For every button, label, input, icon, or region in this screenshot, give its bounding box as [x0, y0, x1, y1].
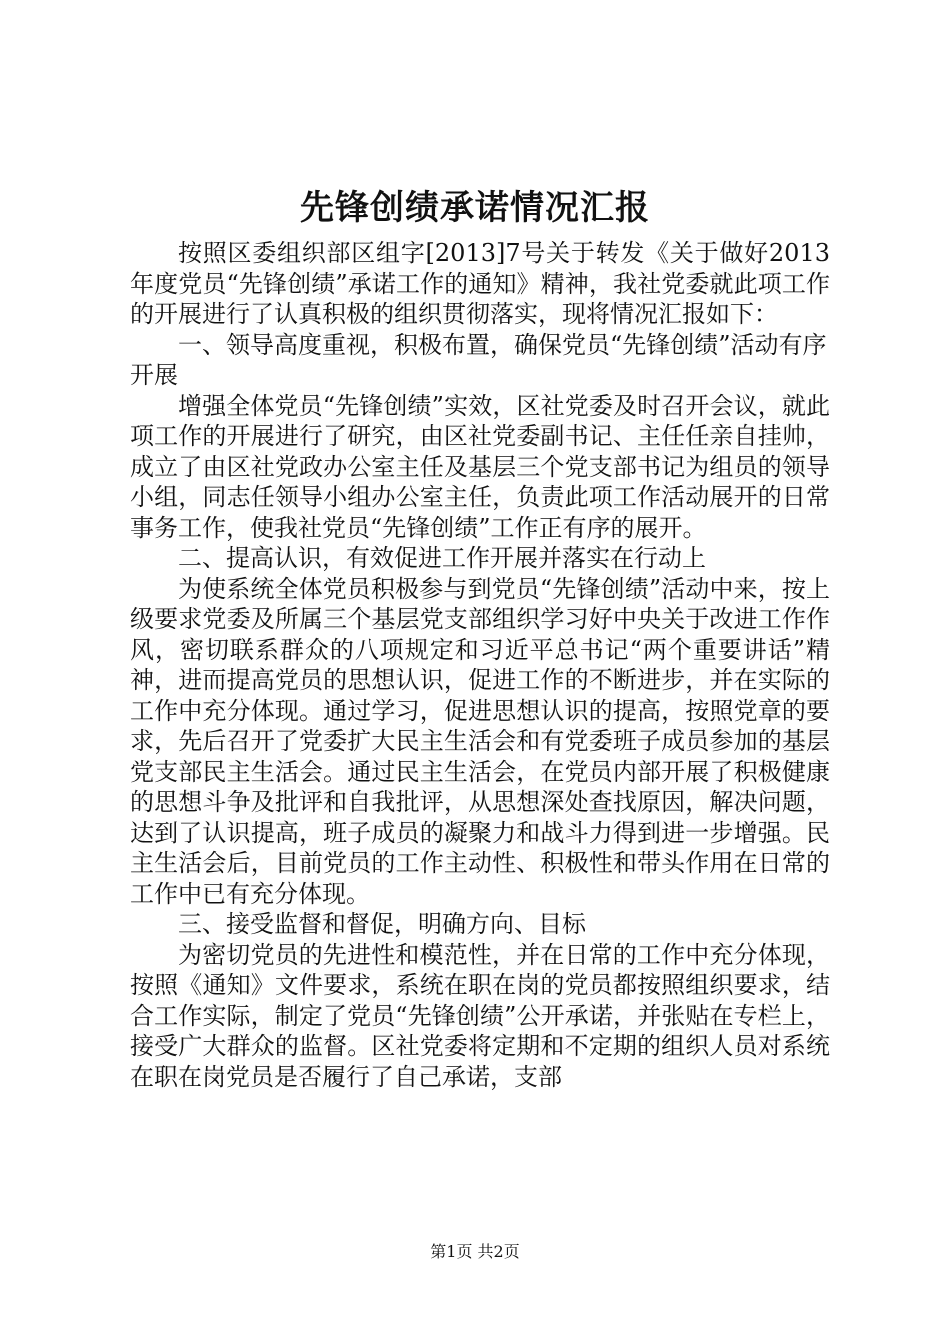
- body-paragraph: 增强全体党员“先锋创绩”实效，区社党委及时召开会议，就此项工作的开展进行了研究，由区社党委副书记、主任任亲自挂帅，成立了由区社党政办公室主任及基层三个党支部书记为组员的领导小组，同志任领导小组办公室主任，负责此项工作活动展开的日常事务工作，使我社党员“先锋创绩”工作正有序的展开。: [130, 391, 830, 542]
- section-heading: 二、提高认识，有效促进工作开展并落实在行动上: [178, 544, 706, 572]
- section-heading: 三、接受监督和督促，明确方向、目标: [178, 910, 586, 938]
- document-title: 先锋创绩承诺情况汇报: [300, 188, 650, 228]
- body-paragraph: 为使系统全体党员积极参与到党员“先锋创绩”活动中来，按上级要求党委及所属三个基层党支部组织学习好中央关于改进工作作风，密切联系群众的八项规定和习近平总书记“两个重要讲话”精神，进而提高党员的思想认识，促进工作的不断进步，并在实际的工作中充分体现。通过学习，促进思想认识的提高，按照党章的要求，先后召开了党委扩大民主生活会和有党委班子成员参加的基层党支部民主生活会。通过民主生活会，在党员内部开展了积极健康的思想斗争及批评和自我批评，从思想深处查找原因，解决问题，达到了认识提高，班子成员的凝聚力和战斗力得到进一步增强。民主生活会后，目前党员的工作主动性、积极性和带头作用在日常的工作中已有充分体现。: [130, 574, 830, 908]
- body-paragraph: 为密切党员的先进性和模范性，并在日常的工作中充分体现，按照《通知》文件要求，系统在职在岗的党员都按照组织要求，结合工作实际，制定了党员“先锋创绩”公开承诺，并张贴在专栏上，接受广大群众的监督。区社党委将定期和不定期的组织人员对系统在职在岗党员是否履行了自己承诺，支部: [130, 940, 830, 1091]
- body-paragraph: 按照区委组织部区组字[2013]7号关于转发《关于做好2013年度党员“先锋创绩”承诺工作的通知》精神，我社党委就此项工作的开展进行了认真积极的组织贯彻落实，现将情况汇报如下：: [130, 239, 830, 328]
- document-body: [130, 238, 830, 1092]
- section-heading: 一、领导高度重视，积极布置，确保党员“先锋创绩”活动有序开展: [130, 330, 827, 389]
- page-number-footer: 第1页 共2页: [430, 1242, 520, 1261]
